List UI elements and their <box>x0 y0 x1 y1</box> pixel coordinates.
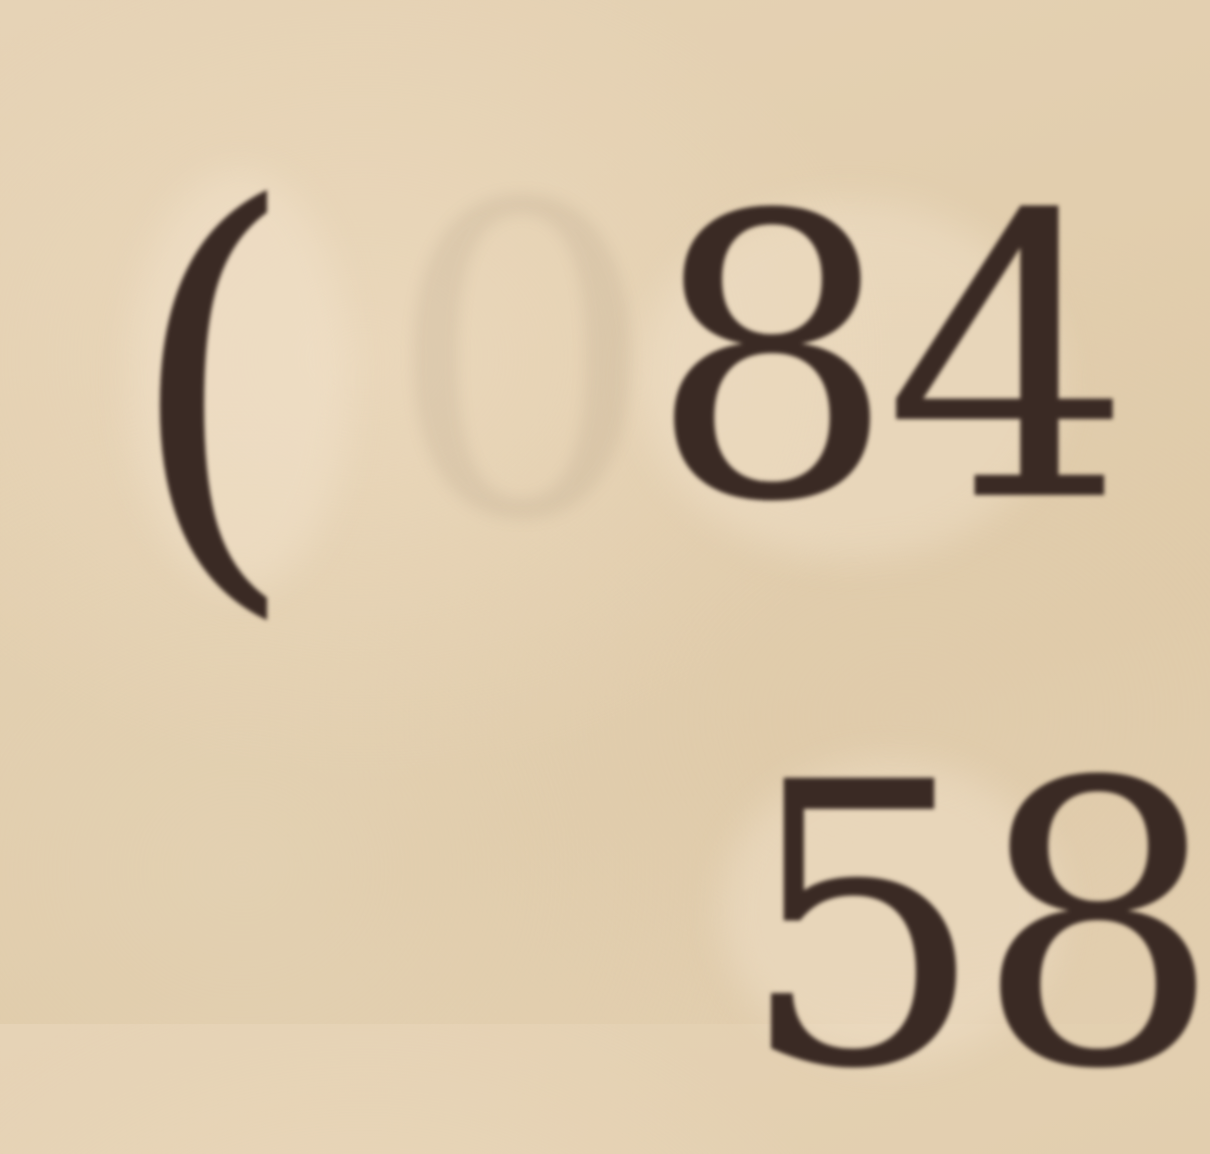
faded-digit: 0 <box>385 115 659 615</box>
top-number: 84 <box>648 133 1121 587</box>
bottom-number: 58 <box>738 700 1210 1154</box>
open-parenthesis: ( <box>124 111 299 658</box>
